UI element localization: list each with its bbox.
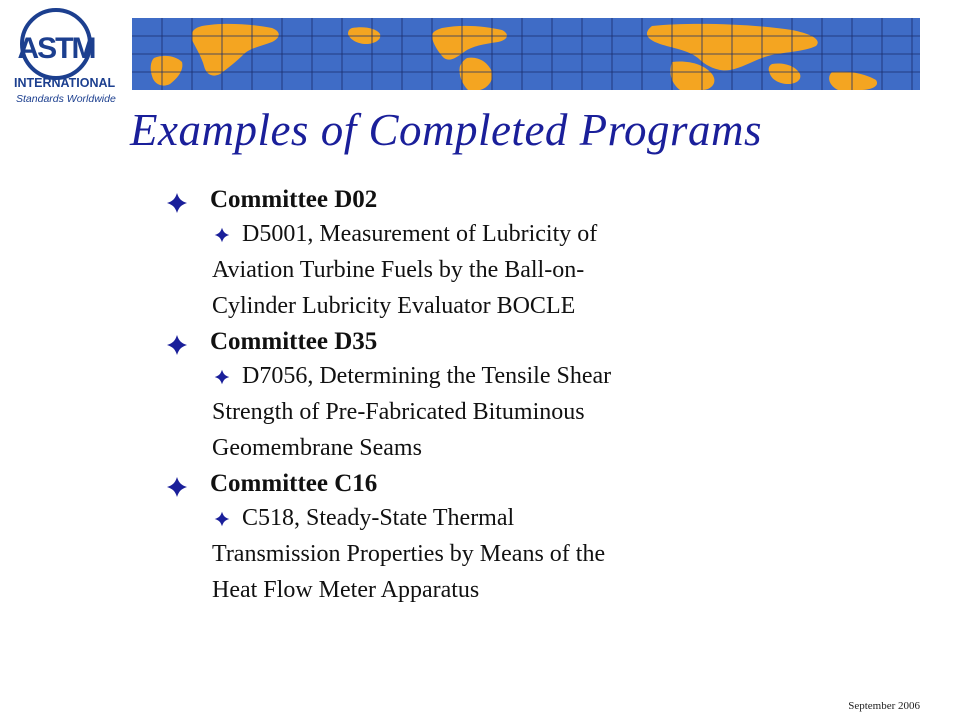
committee-item-d35 (166, 326, 786, 466)
standard-line: Aviation Turbine Fuels by the Ball-on- (212, 257, 585, 283)
logo-tagline: Standards Worldwide (16, 93, 116, 105)
standard-line: D5001, Measurement of Lubricity of (242, 221, 598, 247)
committee-name: Committee C16 (210, 470, 378, 497)
standard-line: Strength of Pre-Fabricated Bituminous (212, 399, 585, 425)
standard-line: D7056, Determining the Tensile Shear (242, 363, 612, 389)
diamond-bullet-icon (166, 476, 188, 498)
footer-date: September 2006 (848, 700, 920, 712)
standard-line: Geomembrane Seams (212, 435, 422, 461)
diamond-bullet-icon (166, 192, 188, 214)
diamond-subbullet-icon (214, 511, 230, 527)
bullet-list (166, 182, 786, 610)
standard-line: Heat Flow Meter Apparatus (212, 577, 480, 603)
committee-item-d02 (166, 184, 786, 324)
committee-name: Committee D35 (210, 328, 378, 355)
diamond-subbullet-icon (214, 227, 230, 243)
standard-line: C518, Steady-State Thermal (242, 505, 515, 531)
diamond-subbullet-icon (214, 369, 230, 385)
slide-title: Examples of Completed Programs (130, 105, 763, 155)
diamond-bullet-icon (166, 334, 188, 356)
logo-letters: ASTM (17, 32, 95, 65)
standard-description (166, 216, 786, 324)
logo-international: INTERNATIONAL (14, 76, 116, 90)
committee-name: Committee D02 (210, 186, 378, 213)
world-map-banner (132, 18, 920, 90)
astm-logo (8, 6, 136, 116)
standard-line: Cylinder Lubricity Evaluator BOCLE (212, 293, 576, 319)
standard-description (166, 500, 786, 608)
committee-item-c16 (166, 468, 786, 608)
standard-line: Transmission Properties by Means of the (212, 541, 606, 567)
standard-description (166, 358, 786, 466)
